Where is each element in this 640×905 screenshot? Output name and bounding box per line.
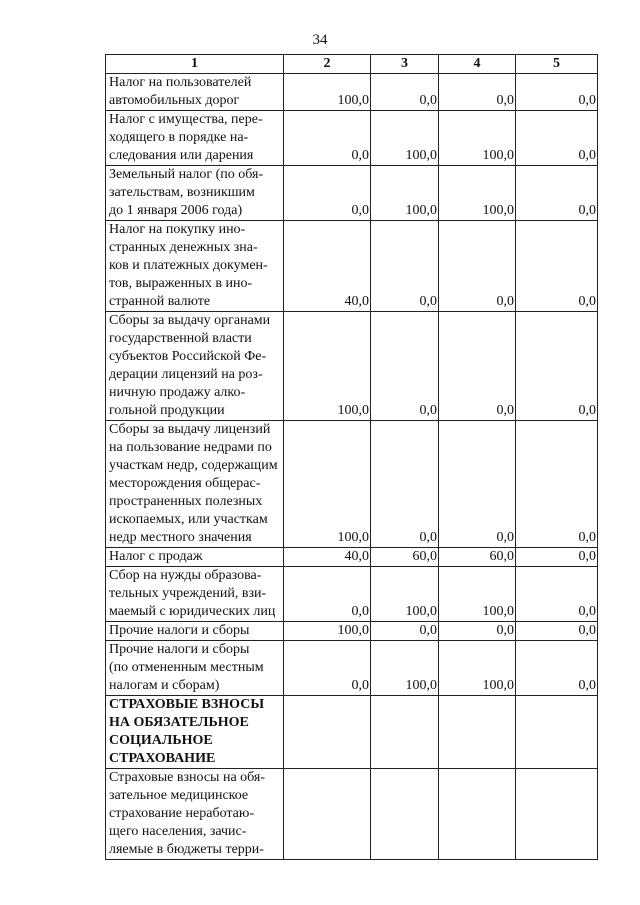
tax-name-line: странных денежных зна- — [109, 240, 258, 255]
percent-value-cell: 0,0 — [516, 312, 598, 421]
tax-name-line: дерации лицензий на роз- — [109, 367, 263, 382]
percent-value-cell: 100,0 — [439, 166, 516, 221]
tax-name-line: СТРАХОВЫЕ ВЗНОСЫ — [109, 697, 265, 712]
tax-name-line: Земельный налог (по обя- — [109, 167, 264, 182]
tax-name-line: зательное медицинское — [109, 788, 249, 803]
percent-value-cell: 100,0 — [439, 567, 516, 622]
tax-name-line: недр местного значения — [109, 530, 252, 545]
budget-distribution-table — [105, 54, 598, 860]
table-row — [106, 166, 598, 221]
percent-value-cell: 100,0 — [284, 622, 371, 641]
tax-name-line: субъектов Российской Фе- — [109, 349, 267, 364]
percent-value-cell: 0,0 — [516, 166, 598, 221]
percent-value-cell: 100,0 — [371, 641, 439, 696]
tax-name-line: маемый с юридических лиц — [109, 604, 276, 619]
page-number: 34 — [312, 32, 328, 48]
percent-value-cell: 100,0 — [284, 421, 371, 548]
percent-value-cell — [371, 696, 439, 769]
tax-name-line: страхование неработаю- — [109, 806, 255, 821]
tax-name-line: на пользование недрами по — [109, 440, 272, 455]
tax-name-line: до 1 января 2006 года) — [109, 203, 243, 218]
tax-name-line: налогам и сборам) — [109, 678, 220, 693]
percent-value-cell — [284, 696, 371, 769]
table-row — [106, 421, 598, 548]
table-row — [106, 548, 598, 567]
tax-name-line: следования или дарения — [109, 148, 254, 163]
tax-name-line: пространенных полезных — [109, 494, 263, 509]
percent-value-cell — [371, 769, 439, 860]
percent-value-cell: 0,0 — [516, 421, 598, 548]
percent-value-cell: 40,0 — [284, 548, 371, 567]
tax-name-cell — [106, 74, 284, 111]
tax-name-line: автомобильных дорог — [109, 93, 240, 108]
percent-value-cell — [516, 769, 598, 860]
percent-value-cell: 0,0 — [516, 567, 598, 622]
table-row — [106, 641, 598, 696]
column-header: 2 — [284, 55, 371, 74]
percent-value-cell: 0,0 — [439, 312, 516, 421]
percent-value-cell: 0,0 — [516, 221, 598, 312]
percent-value-cell: 0,0 — [516, 111, 598, 166]
percent-value-cell: 60,0 — [371, 548, 439, 567]
percent-value-cell: 100,0 — [284, 312, 371, 421]
percent-value-cell: 100,0 — [439, 111, 516, 166]
percent-value-cell — [284, 769, 371, 860]
percent-value-cell: 0,0 — [439, 622, 516, 641]
tax-name-line: Сборы за выдачу органами — [109, 313, 271, 328]
tax-name-cell — [106, 622, 284, 641]
percent-value-cell — [516, 696, 598, 769]
tax-name-line: Налог на пользователей — [109, 75, 252, 90]
tax-name-line: Сборы за выдачу лицензий — [109, 422, 271, 437]
tax-name-line: Прочие налоги и сборы — [109, 642, 250, 657]
percent-value-cell: 0,0 — [371, 622, 439, 641]
column-header: 3 — [371, 55, 439, 74]
tax-name-line: тельных учреждений, взи- — [109, 586, 267, 601]
tax-name-cell — [106, 111, 284, 166]
percent-value-cell: 0,0 — [371, 221, 439, 312]
tax-name-line: Сбор на нужды образова- — [109, 568, 262, 583]
tax-name-line: ископаемых, или участкам — [109, 512, 268, 527]
tax-name-line: зательствам, возникшим — [109, 185, 255, 200]
table-row — [106, 622, 598, 641]
tax-name-line: странной валюте — [109, 294, 211, 309]
table-row — [106, 312, 598, 421]
percent-value-cell: 100,0 — [371, 567, 439, 622]
percent-value-cell: 100,0 — [371, 166, 439, 221]
tax-name-cell — [106, 166, 284, 221]
tax-name-line: ничную продажу алко- — [109, 385, 246, 400]
percent-value-cell: 0,0 — [284, 641, 371, 696]
tax-name-line: государственной власти — [109, 331, 252, 346]
percent-value-cell: 100,0 — [439, 641, 516, 696]
tax-name-line: НА ОБЯЗАТЕЛЬНОЕ — [109, 715, 249, 730]
percent-value-cell: 0,0 — [516, 641, 598, 696]
percent-value-cell: 0,0 — [516, 74, 598, 111]
percent-value-cell: 100,0 — [371, 111, 439, 166]
tax-name-line: ков и платежных докумен- — [109, 258, 268, 273]
column-header: 4 — [439, 55, 516, 74]
percent-value-cell: 0,0 — [516, 548, 598, 567]
column-header: 1 — [106, 55, 284, 74]
tax-name-line: СТРАХОВАНИЕ — [109, 751, 216, 766]
percent-value-cell: 100,0 — [284, 74, 371, 111]
table-row — [106, 696, 598, 769]
column-header: 5 — [516, 55, 598, 74]
percent-value-cell: 0,0 — [439, 74, 516, 111]
section-heading-cell — [106, 696, 284, 769]
percent-value-cell: 0,0 — [284, 166, 371, 221]
tax-name-line: Налог на покупку ино- — [109, 222, 246, 237]
percent-value-cell: 40,0 — [284, 221, 371, 312]
tax-name-line: ляемые в бюджеты терри- — [109, 842, 264, 857]
tax-name-line: Прочие налоги и сборы — [109, 623, 250, 638]
tax-name-cell — [106, 641, 284, 696]
percent-value-cell: 0,0 — [439, 221, 516, 312]
table-row — [106, 221, 598, 312]
percent-value-cell: 0,0 — [371, 421, 439, 548]
tax-name-cell — [106, 221, 284, 312]
tax-name-cell — [106, 312, 284, 421]
table-row — [106, 769, 598, 860]
tax-name-line: СОЦИАЛЬНОЕ — [109, 733, 213, 748]
tax-name-line: Налог с имущества, пере- — [109, 112, 263, 127]
percent-value-cell: 0,0 — [284, 567, 371, 622]
table-row — [106, 111, 598, 166]
table-row — [106, 567, 598, 622]
percent-value-cell: 0,0 — [439, 421, 516, 548]
percent-value-cell: 0,0 — [371, 312, 439, 421]
percent-value-cell: 60,0 — [439, 548, 516, 567]
tax-name-line: участкам недр, содержащим — [109, 458, 278, 473]
tax-name-line: (по отмененным местным — [109, 660, 264, 675]
tax-name-line: Страховые взносы на обя- — [109, 770, 266, 785]
tax-name-line: гольной продукции — [109, 403, 225, 418]
tax-name-cell — [106, 548, 284, 567]
tax-name-line: Налог с продаж — [109, 549, 203, 564]
tax-name-line: месторождения общерас- — [109, 476, 261, 491]
tax-name-line: тов, выраженных в ино- — [109, 276, 253, 291]
tax-name-line: щего населения, зачис- — [109, 824, 247, 839]
tax-name-line: ходящего в порядке на- — [109, 130, 249, 145]
table-row — [106, 74, 598, 111]
percent-value-cell: 0,0 — [371, 74, 439, 111]
tax-name-cell — [106, 769, 284, 860]
percent-value-cell: 0,0 — [284, 111, 371, 166]
tax-name-cell — [106, 421, 284, 548]
percent-value-cell — [439, 769, 516, 860]
percent-value-cell: 0,0 — [516, 622, 598, 641]
table-header-row — [106, 55, 598, 74]
percent-value-cell — [439, 696, 516, 769]
tax-name-cell — [106, 567, 284, 622]
